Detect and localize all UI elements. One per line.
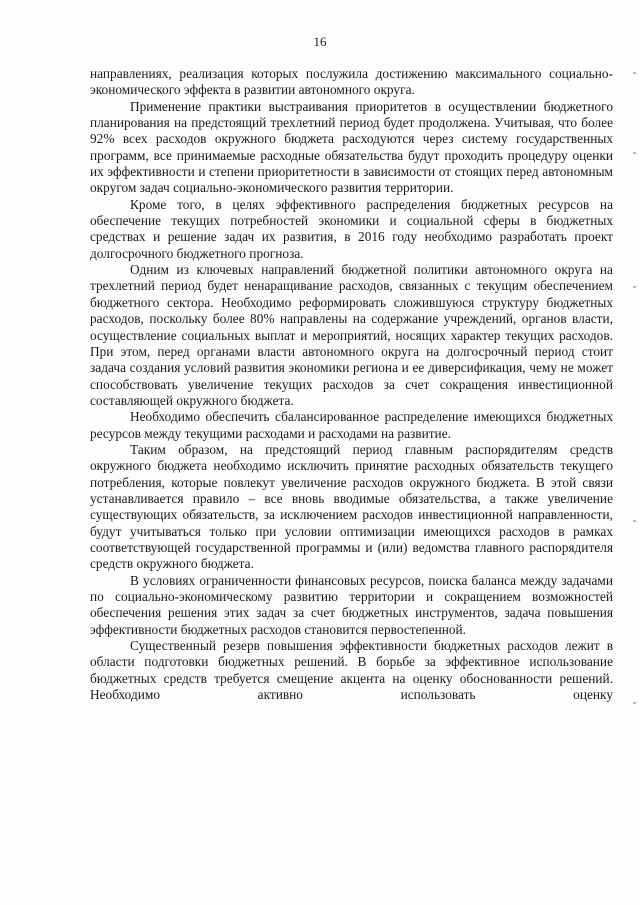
paragraph-balanced-distribution: Необходимо обеспечить сбалансированное распределение имеющихся бюджетных ресурсов между текущими расходами и расходами на развитие. — [90, 409, 613, 441]
page-number: 16 — [313, 34, 327, 49]
scan-edge-mark — [633, 152, 636, 154]
paragraph-expense-structure: Одним из ключевых направлений бюджетной политики автономного округа на трехлетний период будет ненаращивание расходов, связанных с текущим обеспечением бюджетного сектора. Необходимо реформировать сложившуюся структуру бюджетных расходов, поскольку более 80% направлены на содержание учреждений, органов власти, осуществление социальных выплат и мероприятий, носящих характер текущих расходов. При этом, перед органами власти автономного округа на долгосрочный период стоит задача создания условий развития экономики региона и ее диверсификация, чему не может способствовать увеличение текущих расходов за счет сокращения инвестиционной составляющей окружного бюджета. — [90, 262, 613, 408]
paragraph-spending-rule: Таким образом, на предстоящий период главным распорядителям средств окружного бюджета необходимо исключить принятие расходных обязательств текущего потребления, которые повлекут увеличение расходов окружного бюджета. В этой связи устанавливается правило – все вновь вводимые обязательства, а также увеличение существующих обязательств, за исключением расходов инвестиционной направленности, будут учитываться только при условии оптимизации имеющихся расходов в рамках соответствующей государственной программы и (или) ведомства главного распорядителя средств окружного бюджета. — [90, 441, 613, 572]
document-body — [90, 66, 613, 703]
scan-edge-mark — [633, 286, 636, 288]
paragraph-long-term-forecast: Кроме того, в целях эффективного распределения бюджетных ресурсов на обеспечение текущих потребностей экономики и социальной сферы в бюджетных средствах и решение задач их развития, в 2016 году необходимо разработать проект долгосрочного бюджетного прогноза. — [90, 196, 613, 261]
scan-edge-mark — [633, 72, 636, 74]
scan-edge-mark — [633, 520, 636, 522]
paragraph-continuation: направлениях, реализация которых послужила достижению максимального социально-экономического эффекта в развитии автономного округа. — [90, 66, 613, 98]
paragraph-limited-resources: В условиях ограниченности финансовых ресурсов, поиска баланса между задачами по социально-экономическому развитию территории и сокращением возможностей обеспечения решения этих задач за счет бюджетных инструментов, задача повышения эффективности бюджетных расходов становится первостепенной. — [90, 572, 613, 637]
paragraph-priorities: Применение практики выстраивания приоритетов в осуществлении бюджетного планирования на предстоящий трехлетний период будет продолжена. Учитывая, что более 92% всех расходов окружного бюджета расходуются через систему государственных программ, все принимаемые расходные обязательства будут проходить процедуру оценки их эффективности и степени приоритетности в зависимости от стоящих перед автономным округом задач социально-экономического развития территории. — [90, 98, 613, 196]
paragraph-efficiency-reserve: Существенный резерв повышения эффективности бюджетных расходов лежит в области подготовки бюджетных решений. В борьбе за эффективное использование бюджетных средств требуется смещение акцента на оценку обоснованности решений. Необходимо активно использовать оценку — [90, 638, 613, 703]
scan-edge-mark — [633, 702, 636, 704]
